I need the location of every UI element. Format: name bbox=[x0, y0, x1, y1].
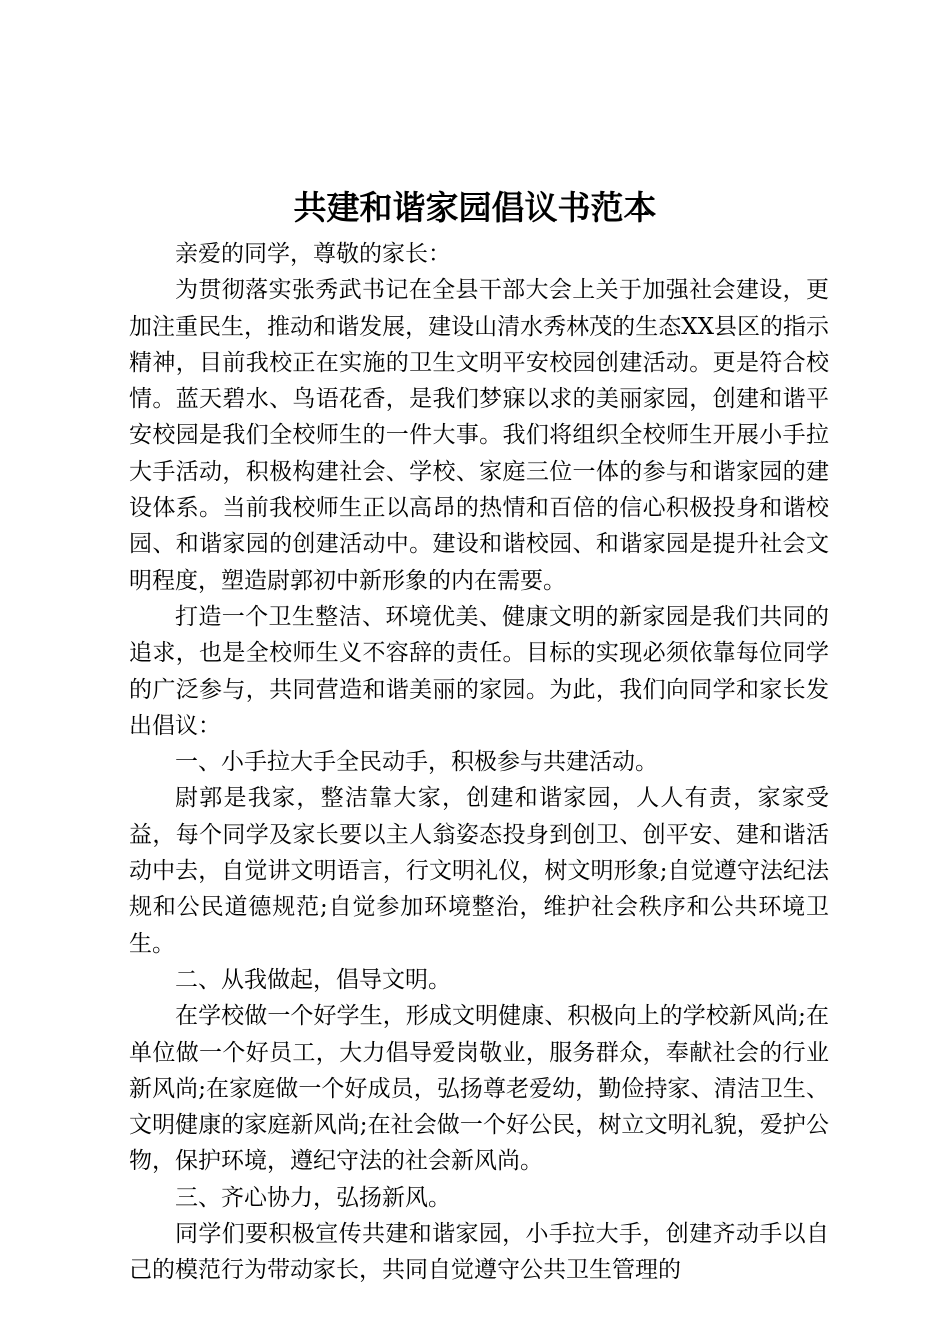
paragraph-intro: 为贯彻落实张秀武书记在全县干部大会上关于加强社会建设，更加注重民生，推动和谐发展，建设山清水秀林茂的生态XX县区的指示精神，目前我校正在实施的卫生文明平安校园创建活动。更是符合校情。蓝天碧水、鸟语花香，是我们梦寐以求的美丽家园，创建和谐平安校园是我们全校师生的一件大事。我们将组织全校师生开展小手拉大手活动，积极构建社会、学校、家庭三位一体的参与和谐家园的建设体系。当前我校师生正以高昂的热情和百倍的信心积极投身和谐校园、和谐家园的创建活动中。建设和谐校园、和谐家园是提升社会文明程度，塑造尉郭初中新形象的内在需要。 bbox=[129, 277, 829, 594]
document-body bbox=[129, 236, 829, 1289]
section-heading-3: 三、齐心协力，弘扬新风。 bbox=[175, 1184, 451, 1211]
paragraph-section-3: 同学们要积极宣传共建和谐家园，小手拉大手，创建齐动手以自己的模范行为带动家长，共同自觉遵守公共卫生管理的 bbox=[129, 1221, 829, 1284]
paragraph-section-1: 尉郭是我家，整洁靠大家，创建和谐家园，人人有责，家家受益，每个同学及家长要以主人翁姿态投身到创卫、创平安、建和谐活动中去，自觉讲文明语言，行文明礼仪，树文明形象;自觉遵守法纪法规和公民道德规范;自觉参加环境整治，维护社会秩序和公共环境卫生。 bbox=[129, 785, 829, 957]
section-heading-1: 一、小手拉大手全民动手，积极参与共建活动。 bbox=[175, 749, 658, 776]
paragraph-goal: 打造一个卫生整洁、环境优美、健康文明的新家园是我们共同的追求，也是全校师生义不容辞的责任。目标的实现必须依靠每位同学的广泛参与，共同营造和谐美丽的家园。为此，我们向同学和家长发出倡议： bbox=[129, 603, 829, 739]
paragraph-section-2: 在学校做一个好学生，形成文明健康、积极向上的学校新风尚;在单位做一个好员工，大力倡导爱岗敬业，服务群众，奉献社会的行业新风尚;在家庭做一个好成员，弘扬尊老爱幼，勤俭持家、清洁卫生、文明健康的家庭新风尚;在社会做一个好公民，树立文明礼貌，爱护公物，保护环境，遵纪守法的社会新风尚。 bbox=[129, 1003, 829, 1175]
document-title: 共建和谐家园倡议书范本 bbox=[293, 188, 657, 227]
section-heading-2: 二、从我做起，倡导文明。 bbox=[175, 966, 451, 993]
salutation: 亲爱的同学，尊敬的家长： bbox=[175, 241, 451, 267]
